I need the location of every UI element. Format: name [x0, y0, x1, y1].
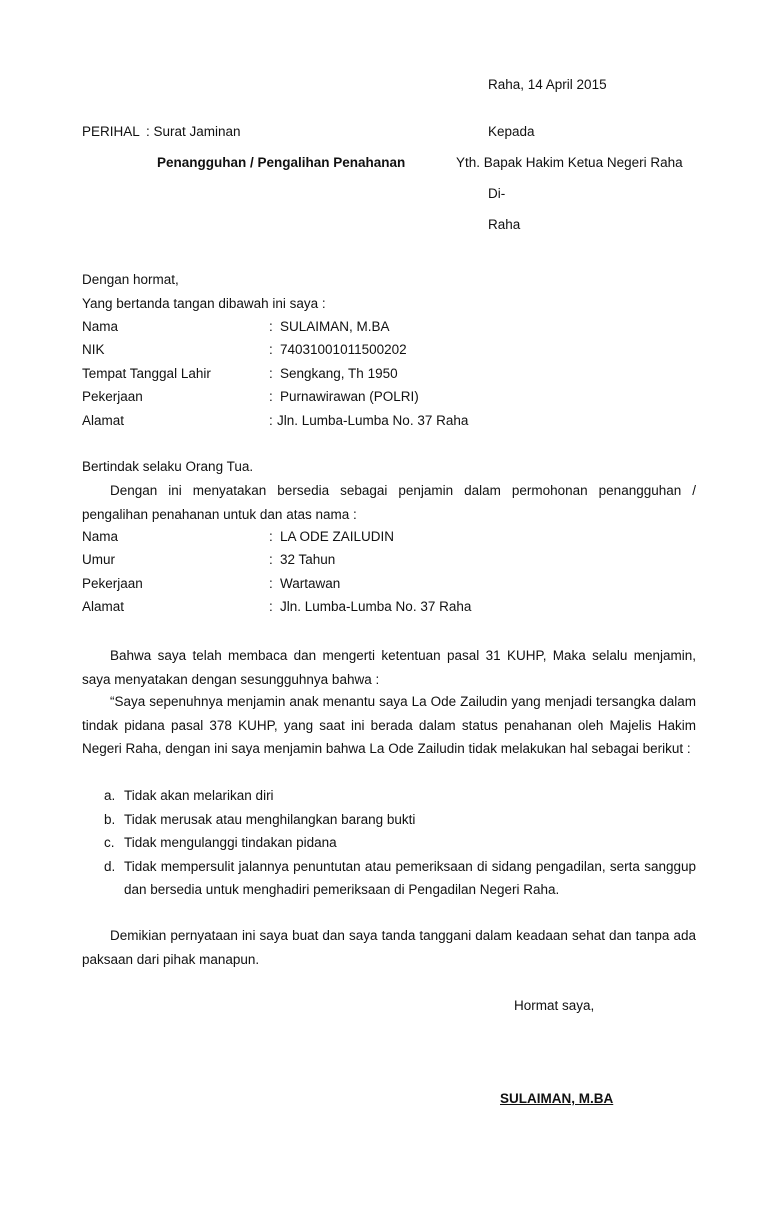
field-value: 74031001011500202 [280, 342, 407, 357]
list-item [82, 855, 696, 902]
signature-name: SULAIMAN, M.BA [500, 1091, 614, 1106]
field-label: Pekerjaan [82, 576, 143, 591]
field-label: Tempat Tanggal Lahir [82, 366, 211, 381]
list-item-text: Tidak akan melarikan diri [124, 788, 274, 803]
field-separator: : [269, 319, 273, 334]
list-marker: d. [104, 858, 116, 874]
recipient-di: Di- [488, 186, 506, 201]
signer-row-alamat [82, 409, 702, 433]
field-value: Purnawirawan (POLRI) [280, 389, 419, 404]
paragraph-understand [82, 644, 696, 691]
field-label: NIK [82, 342, 105, 357]
field-separator: : [269, 529, 273, 544]
field-separator: : [269, 413, 273, 428]
signer-row-nama [82, 315, 702, 339]
field-label: Nama [82, 319, 119, 334]
field-separator: : [269, 389, 273, 404]
field-separator: : [269, 599, 273, 614]
paragraph-guarantee-text: “Saya sepenuhnya menjamin anak menantu saya La Ode Zailudin yang menjadi tersangka dalam tindak pidana pasal 378 KUHP, yang saat ini berada dalam status penahanan oleh Majelis Hakim Negeri Raha, dengan ini saya menjamin bahwa La Ode Zailudin tidak melakukan hal sebagai berikut : [82, 694, 696, 756]
list-item [82, 784, 696, 808]
field-separator: : [269, 366, 273, 381]
field-value: SULAIMAN, M.BA [280, 319, 390, 334]
detainee-row-pekerjaan [82, 572, 702, 596]
greeting: Dengan hormat, [82, 272, 179, 287]
intro-line: Yang bertanda tangan dibawah ini saya : [82, 296, 326, 311]
field-separator: : [269, 576, 273, 591]
recipient-kepada: Kepada [488, 124, 535, 139]
signature-salutation: Hormat saya, [514, 998, 595, 1013]
perihal-label: PERIHAL [82, 124, 140, 139]
list-item-text: Tidak mempersulit jalannya penuntutan atau pemeriksaan di sidang pengadilan, serta sanggup dan bersedia untuk menghadiri pemeriksaan di Pengadilan Negeri Raha. [124, 858, 696, 897]
paragraph-guarantee [82, 690, 696, 761]
field-separator: : [269, 552, 273, 567]
field-separator: : [269, 342, 273, 357]
field-label: Pekerjaan [82, 389, 143, 404]
signer-row-nik [82, 338, 702, 362]
detainee-row-umur [82, 548, 702, 572]
conditions-list [82, 784, 696, 902]
list-marker: c. [104, 835, 115, 850]
detainee-row-nama [82, 525, 702, 549]
closing-paragraph [82, 924, 696, 971]
field-value: Jln. Lumba-Lumba No. 37 Raha [277, 413, 469, 428]
place-date: Raha, 14 April 2015 [488, 77, 607, 92]
recipient-name: Yth. Bapak Hakim Ketua Negeri Raha [456, 155, 683, 170]
perihal-value: : Surat Jaminan [146, 124, 241, 139]
field-label: Alamat [82, 599, 125, 614]
list-item [82, 831, 696, 855]
field-label: Umur [82, 552, 115, 567]
paragraph-understand-text: Bahwa saya telah membaca dan mengerti ketentuan pasal 31 KUHP, Maka selalu menjamin, saya menyatakan dengan sesungguhnya bahwa : [82, 648, 696, 687]
closing-paragraph-text: Demikian pernyataan ini saya buat dan saya tanda tanggani dalam keadaan sehat dan tanpa ada paksaan dari pihak manapun. [82, 928, 696, 967]
list-item [82, 808, 696, 832]
statement-intro [82, 479, 696, 526]
acting-as: Bertindak selaku Orang Tua. [82, 459, 254, 474]
recipient-city: Raha [488, 217, 521, 232]
list-marker: a. [104, 788, 116, 803]
letter-subject: Penangguhan / Pengalihan Penahanan [157, 155, 406, 170]
field-value: LA ODE ZAILUDIN [280, 529, 395, 544]
signer-row-ttl [82, 362, 702, 386]
field-value: Sengkang, Th 1950 [280, 366, 398, 381]
list-marker: b. [104, 811, 116, 827]
list-item-text: Tidak mengulanggi tindakan pidana [124, 835, 337, 850]
field-label: Nama [82, 529, 119, 544]
field-label: Alamat [82, 413, 125, 428]
detainee-row-alamat [82, 595, 702, 619]
field-value: Wartawan [280, 576, 341, 591]
statement-intro-text: Dengan ini menyatakan bersedia sebagai penjamin dalam permohonan penangguhan / pengalihan penahanan untuk dan atas nama : [82, 483, 696, 522]
field-value: 32 Tahun [280, 552, 336, 567]
field-value: Jln. Lumba-Lumba No. 37 Raha [280, 599, 472, 614]
list-item-text: Tidak merusak atau menghilangkan barang bukti [124, 811, 416, 827]
signer-row-pekerjaan [82, 385, 702, 409]
